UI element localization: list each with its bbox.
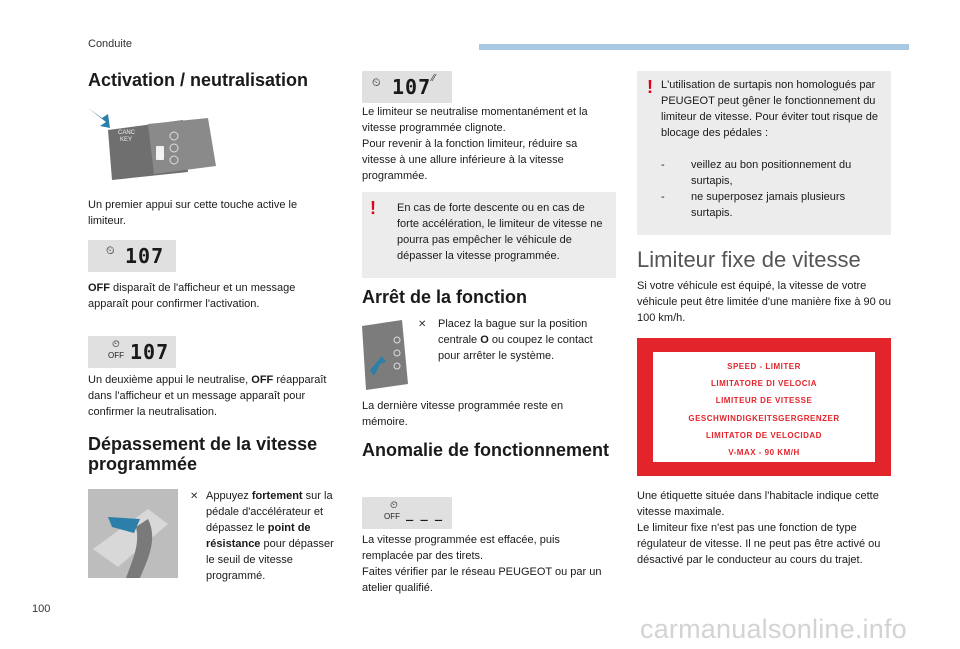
text-return: Pour revenir à la fonction limiteur, réduire sa vitesse à une allure inférieure à la vitesse programmée.	[362, 138, 578, 182]
header-accent-bar	[479, 44, 909, 50]
speedometer-icon: ⏲	[390, 500, 398, 511]
text-neutralise: Le limiteur se neutralise momentanément et la vitesse programmée clignote.	[362, 106, 588, 134]
list-item: - ne superposez jamais plusieurs surtapis.	[651, 189, 887, 221]
page-number: 100	[32, 603, 51, 615]
bullet-icon: ✕	[190, 491, 199, 502]
display-speed: 107	[130, 340, 170, 364]
warning-box-mats	[637, 71, 891, 235]
text-second-press: Un deuxième appui le neutralise, OFF réapparaît dans l'afficheur et un message apparaît pour confirmer la neutralisation.	[88, 374, 327, 418]
label-inner	[653, 352, 875, 462]
section-title: Conduite	[88, 38, 133, 50]
speedometer-icon: ⏲	[106, 245, 115, 257]
text-press-hard: Appuyez fortement sur la pédale d'accélérateur et dépassez le point de résistance pour dépasser le seuil de vitesse programmé.	[206, 490, 334, 582]
heading-depassement: Dépassement de la vitesse programmée	[88, 434, 318, 474]
text-check-network: Faites vérifier par le réseau PEUGEOT ou par un atelier qualifié.	[362, 566, 602, 594]
text-place-ring: Placez la bague sur la position centrale O ou coupez le contact pour arrêter le système.	[438, 318, 593, 362]
speed-limiter-label	[637, 338, 891, 476]
warning-box-descent	[362, 192, 616, 278]
pedal-image	[88, 489, 178, 578]
heading-activation: Activation / neutralisation	[88, 70, 309, 90]
text-memory: La dernière vitesse programmée reste en mémoire.	[362, 400, 564, 428]
heading-arret: Arrêt de la fonction	[362, 287, 528, 307]
warning-icon: !	[647, 77, 653, 97]
heading-anomalie: Anomalie de fonctionnement	[362, 440, 610, 460]
display-off-label: OFF	[108, 351, 124, 360]
text-label-location: Une étiquette située dans l'habitacle indique cette vitesse maximale.	[637, 490, 879, 518]
watermark: carmanualsonline.info	[640, 614, 907, 644]
warning-text: En cas de forte descente ou en cas de forte accélération, le limiteur de vitesse ne pourra pas empêcher le véhicule de dépasser la vitesse programmée.	[397, 202, 603, 262]
speedometer-icon: ⏲	[372, 77, 381, 89]
stalk-ring-image	[362, 318, 408, 390]
svg-text:KEY: KEY	[120, 137, 133, 143]
bullet-icon: ✕	[418, 319, 427, 330]
blink-icon: ⁄⁄	[432, 73, 436, 84]
stalk-image	[88, 100, 228, 190]
text-not-regulator: Le limiteur fixe n'est pas une fonction de type régulateur de vitesse. Il ne peut pas être activé ou désactivé par le conducteur au cours du trajet.	[637, 522, 881, 566]
label-line: SPEED - LIMITER	[727, 362, 801, 371]
display-active	[88, 240, 176, 272]
warning-list	[651, 157, 887, 221]
label-line: LIMITATOR DE VELOCIDAD	[706, 430, 822, 440]
display-speed: 107	[125, 244, 165, 268]
display-speed: 107	[392, 75, 432, 99]
display-dashes: _ _ _	[406, 507, 443, 521]
svg-text:CANC: CANC	[118, 130, 136, 136]
text-off-disappears: OFF disparaît de l'afficheur et un message apparaît pour confirmer l'activation.	[88, 282, 296, 310]
display-off-label: OFF	[384, 512, 400, 521]
text-erased: La vitesse programmée est effacée, puis remplacée par des tirets.	[362, 534, 560, 562]
warning-text: L'utilisation de surtapis non homologués par PEUGEOT peut gêner le fonctionnement du limiteur de vitesse. Pour éviter tout risque de blocage des pédales :	[661, 79, 879, 139]
text-first-press: Un premier appui sur cette touche active le limiteur.	[88, 199, 298, 227]
display-blinking	[362, 71, 452, 103]
label-line: GESCHWINDIGKEITSGERGRENZER	[688, 413, 840, 423]
label-line: LIMITATORE DI VELOCIA	[710, 379, 818, 389]
display-fault	[362, 497, 452, 529]
label-line: V-MAX - 90 KM/H	[728, 448, 800, 458]
speedometer-icon: ⏲	[112, 339, 120, 350]
list-item: - veillez au bon positionnement du surtapis,	[651, 157, 887, 189]
heading-limiteur-fixe: Limiteur fixe de vitesse	[637, 247, 861, 272]
display-off	[88, 336, 176, 368]
text-fixed-limit: Si votre véhicule est équipé, la vitesse de votre véhicule peut être limitée d'une manière fixe à 90 ou 100 km/h.	[637, 280, 892, 324]
label-line: LIMITEUR DE VITESSE	[715, 396, 813, 406]
warning-icon: !	[370, 198, 376, 218]
